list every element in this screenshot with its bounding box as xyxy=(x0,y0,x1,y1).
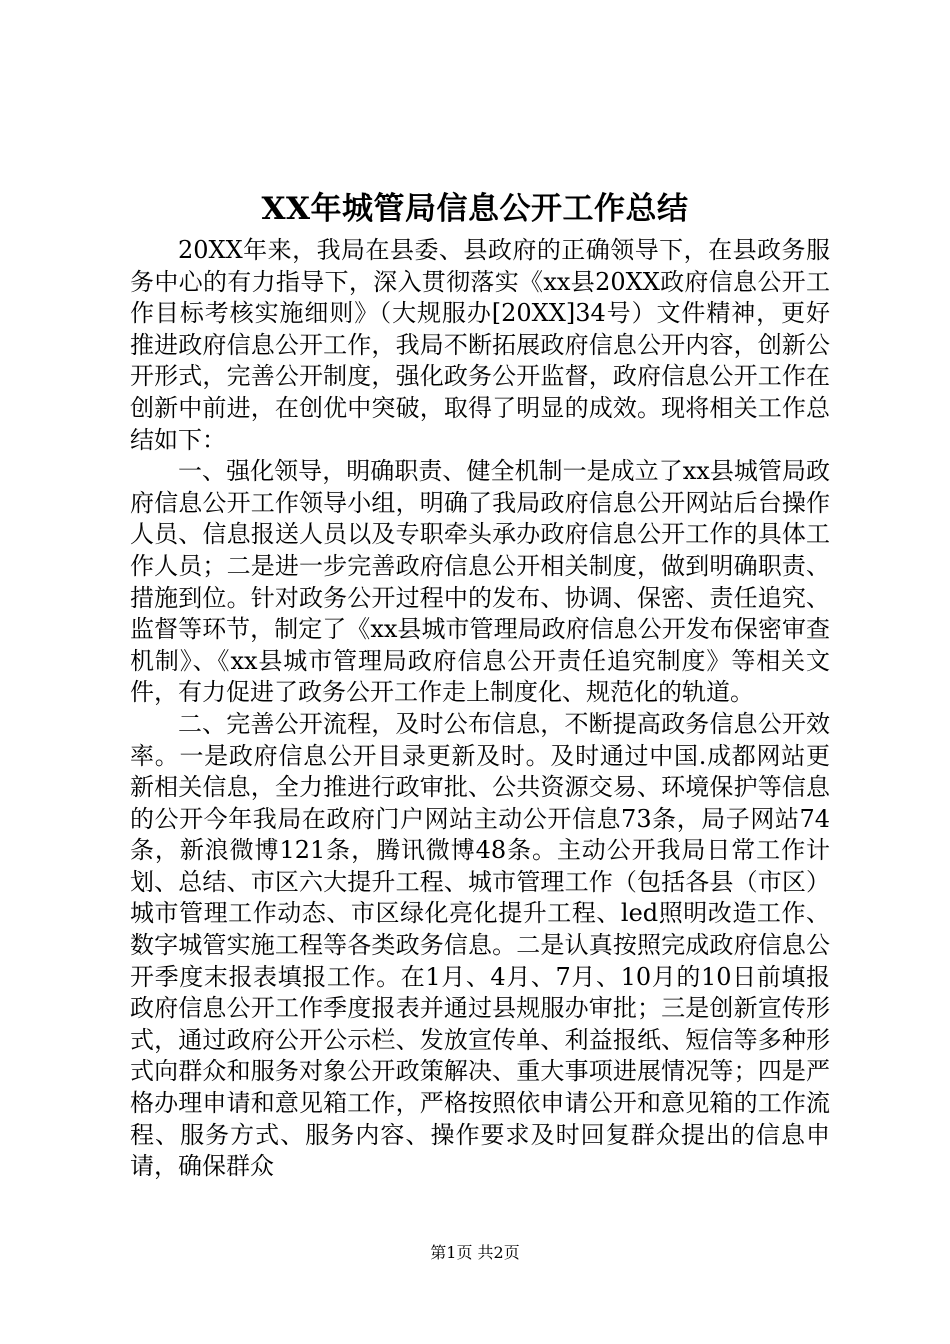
paragraph-intro: 20XX年来，我局在县委、县政府的正确领导下，在县政务服务中心的有力指导下，深入贯彻落实《xx县20XX政府信息公开工作目标考核实施细则》（大规服办[20XX]34号）文件精神，更好推进政府信息公开工作，我局不断拓展政府信息公开内容，创新公开形式，完善公开制度，强化政务公开监督，政府信息公开工作在创新中前进，在创优中突破，取得了明显的成效。现将相关工作总结如下： xyxy=(130,236,830,454)
paragraph-section-2: 二、完善公开流程，及时公布信息，不断提高政务信息公开效率。一是政府信息公开目录更新及时。及时通过中国.成都网站更新相关信息，全力推进行政审批、公共资源交易、环境保护等信息的公开今年我局在政府门户网站主动公开信息73条，局子网站74条，新浪微博121条，腾讯微博48条。主动公开我局日常工作计划、总结、市区六大提升工程、城市管理工作（包括各县（市区）城市管理工作动态、市区绿化亮化提升工程、led照明改造工作、数字城管实施工程等各类政务信息。二是认真按照完成政府信息公开季度末报表填报工作。在1月、4月、7月、10月的10日前填报政府信息公开工作季度报表并通过县规服办审批；三是创新宣传形式，通过政府公开公示栏、发放宣传单、利益报纸、短信等多种形式向群众和服务对象公开政策解决、重大事项进展情况等；四是严格办理申请和意见箱工作，严格按照依申请公开和意见箱的工作流程、服务方式、服务内容、操作要求及时回复群众提出的信息申请，确保群众 xyxy=(130,709,830,1181)
document-title: XX年城管局信息公开工作总结 xyxy=(261,191,689,227)
paragraph-section-1: 一、强化领导，明确职责、健全机制一是成立了xx县城管局政府信息公开工作领导小组，明确了我局政府信息公开网站后台操作人员、信息报送人员以及专职牵头承办政府信息公开工作的具体工作人员；二是进一步完善政府信息公开相关制度，做到明确职责、措施到位。针对政务公开过程中的发布、协调、保密、责任追究、监督等环节，制定了《xx县城市管理局政府信息公开发布保密审查机制》、《xx县城市管理局政府信息公开责任追究制度》等相关文件，有力促进了政务公开工作走上制度化、规范化的轨道。 xyxy=(130,457,830,707)
page-number-footer: 第1页 共2页 xyxy=(430,1243,520,1262)
document-body xyxy=(130,235,830,1183)
